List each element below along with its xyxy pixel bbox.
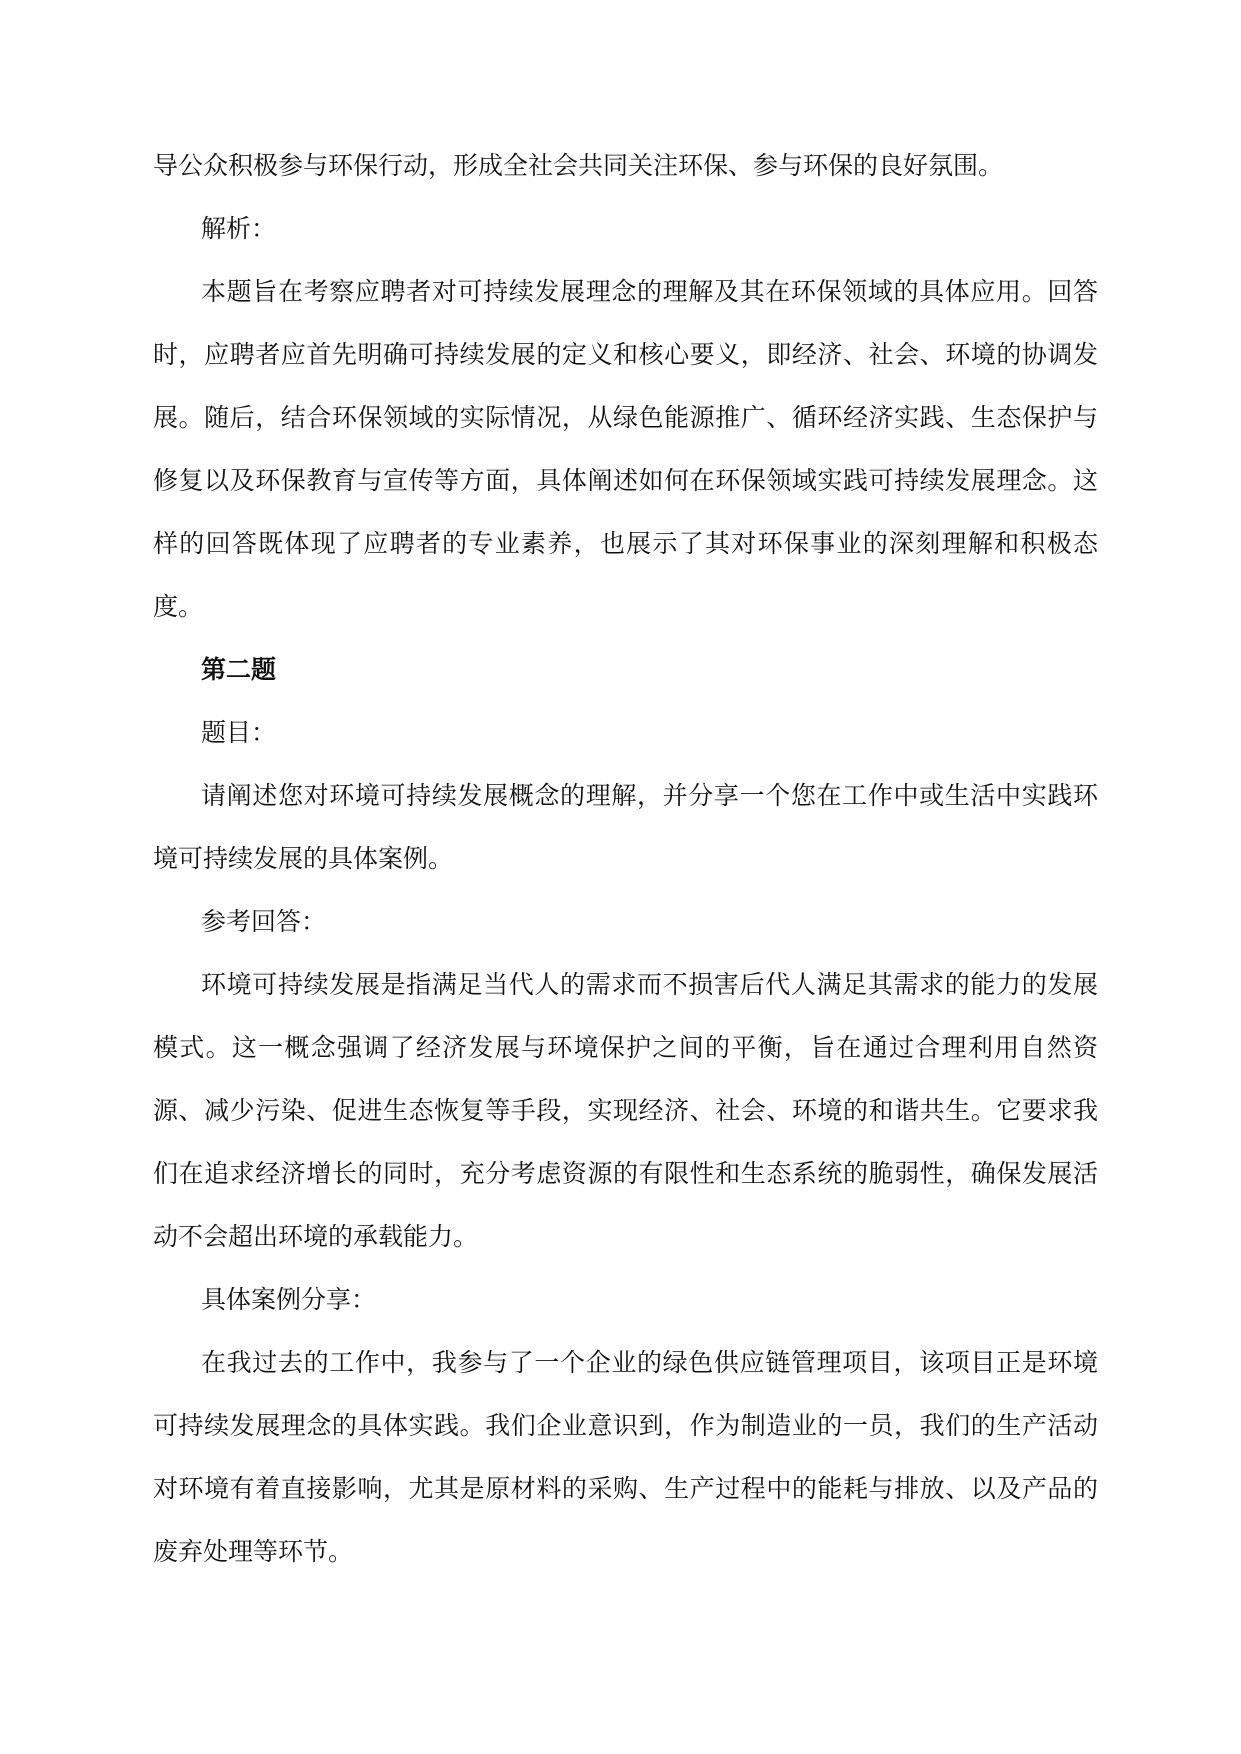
paragraph-answer-definition: 环境可持续发展是指满足当代人的需求而不损害后代人满足其需求的能力的发展模式。这一概念强调了经济发展与环境保护之间的平衡，旨在通过合理利用自然资源、减少污染、促进生态恢复等手段，实现经济、社会、环境的和谐共生。它要求我们在追求经济增长的同时，充分考虑资源的有限性和生态系统的脆弱性，确保发展活动不会超出环境的承载能力。 [153,970,1098,1251]
paragraph-intro-continuation: 导公众积极参与环保行动，形成全社会共同关注环保、参与环保的良好氛围。 [153,151,1004,180]
paragraph-case-description: 在我过去的工作中，我参与了一个企业的绿色供应链管理项目，该项目正是环境可持续发展理念的具体实践。我们企业意识到，作为制造业的一员，我们的生产活动对环境有着直接影响，尤其是原材料的采购、生产过程中的能耗与排放、以及产品的废弃处理等环节。 [153,1348,1098,1566]
document-body [153,134,1098,1583]
label-analysis: 解析： [201,214,277,243]
label-case-sharing: 具体案例分享： [201,1285,377,1314]
section-heading-question-2: 第二题 [201,655,277,684]
label-reference-answer: 参考回答： [201,907,327,936]
paragraph-analysis: 本题旨在考察应聘者对可持续发展理念的理解及其在环保领域的具体应用。回答时，应聘者应首先明确可持续发展的定义和核心要义，即经济、社会、环境的协调发展。随后，结合环保领域的实际情况，从绿色能源推广、循环经济实践、生态保护与修复以及环保教育与宣传等方面，具体阐述如何在环保领域实践可持续发展理念。这样的回答既体现了应聘者的专业素养，也展示了其对环保事业的深刻理解和积极态度。 [153,277,1098,621]
label-question: 题目： [201,718,277,747]
paragraph-question: 请阐述您对环境可持续发展概念的理解，并分享一个您在工作中或生活中实践环境可持续发展的具体案例。 [153,781,1098,873]
